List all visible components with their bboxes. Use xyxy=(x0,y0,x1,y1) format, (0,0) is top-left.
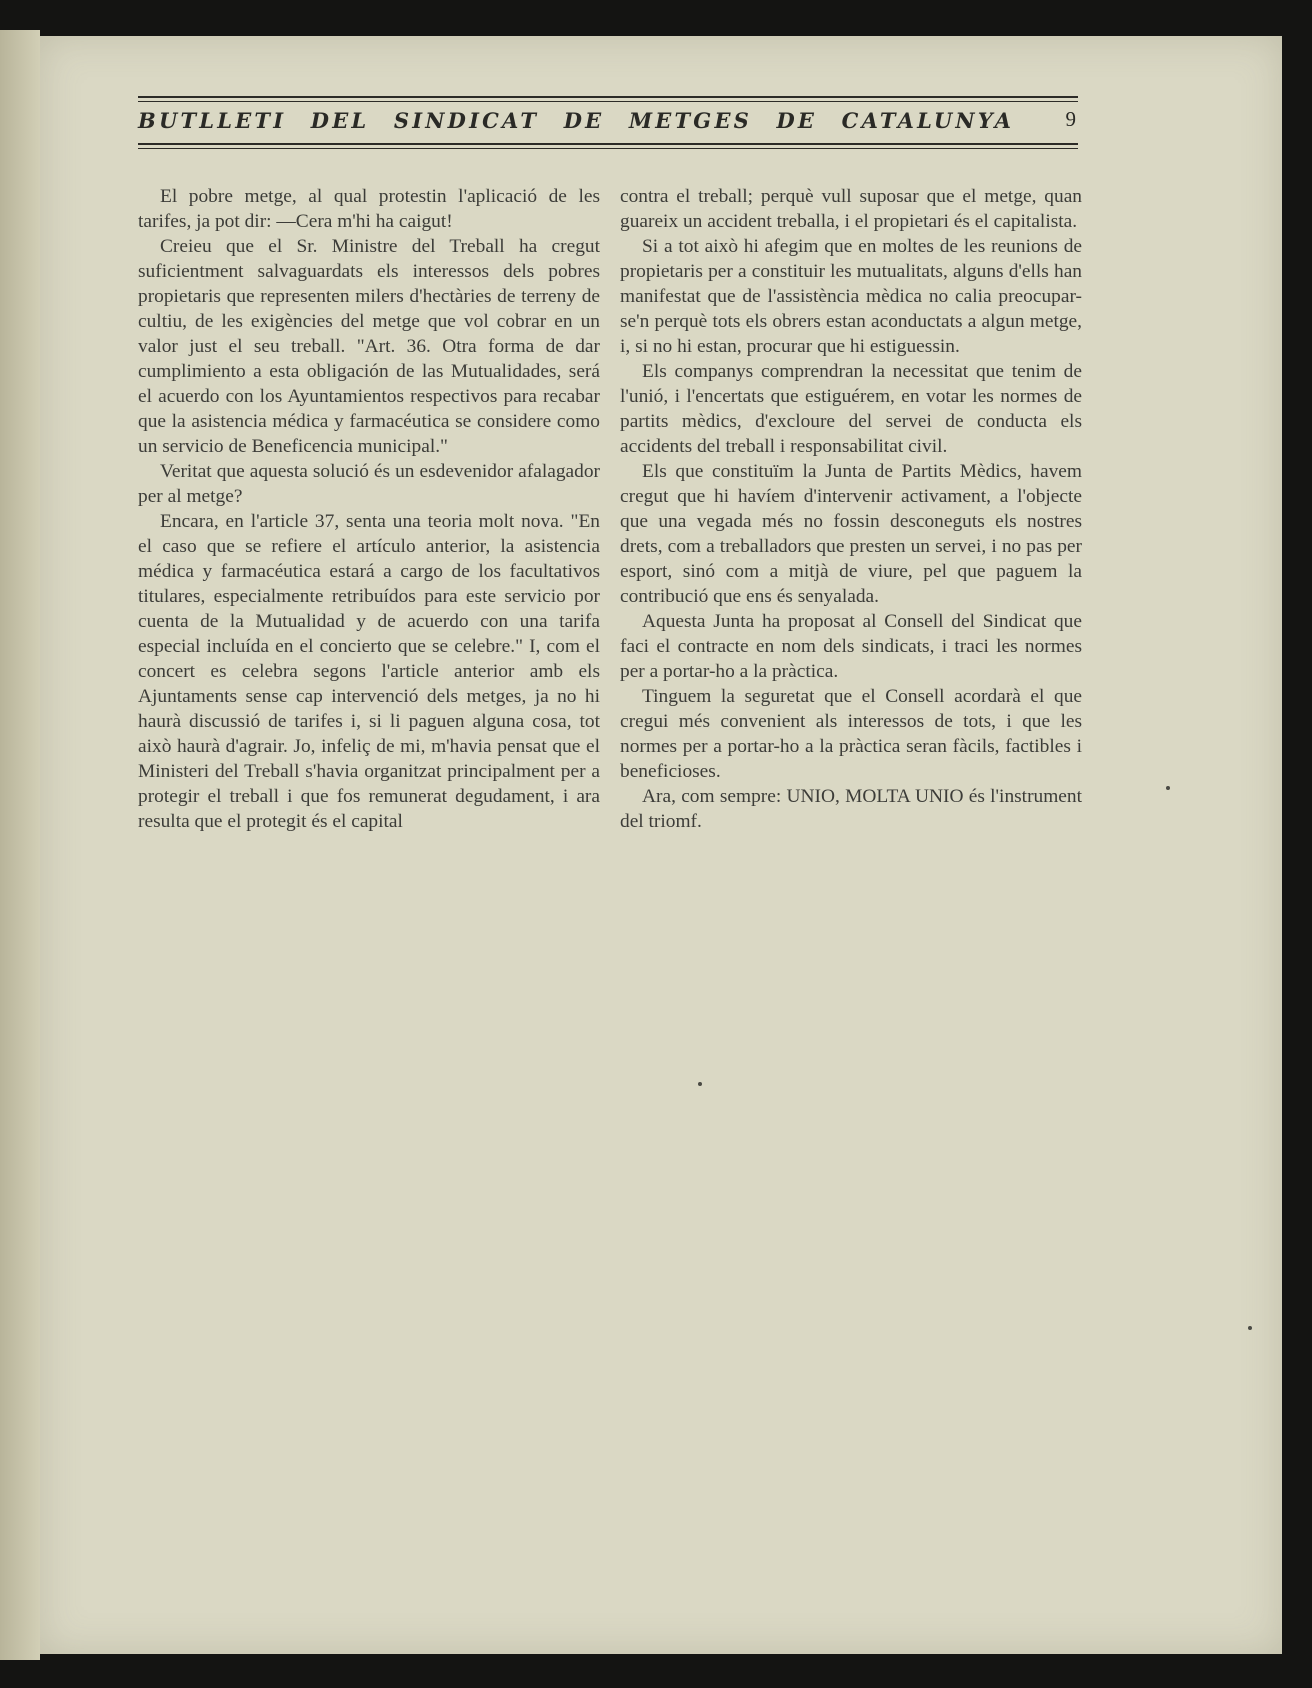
header-rule-top xyxy=(138,96,1078,98)
paragraph: Encara, en l'article 37, senta una teoria molt nova. "En el caso que se refiere el artículo anterior, la asistencia médica y farmacéutica estará a cargo de los facultativos titulares, especialmente retribuídos para este servicio por cuenta de la Mutualidad y de acuerdo con una tarifa especial incluída en el concierto que se celebre." I, com el concert es celebra segons l'article anterior amb els Ajuntaments sense cap intervenció dels metges, ja no hi haurà discussió de tarifes i, si li paguen alguna cosa, tot això haurà d'agrair. Jo, infeliç de mi, m'havia pensat que el Ministeri del Treball s'havia organitzat principalment per a protegir el treball i que fos remunerat degudament, i ara resulta que el protegit és el capital xyxy=(138,511,600,832)
header-rule-bottom xyxy=(138,143,1078,145)
paragraph-continuation: contra el treball; perquè vull suposar que el metge, quan guareix un accident treballa, i el propietari és el capitalista. xyxy=(620,186,1082,232)
closing-paragraph: Ara, com sempre: UNIO, MOLTA UNIO és l'instrument del triomf. xyxy=(620,786,1082,832)
paragraph: Veritat que aquesta solució és un esdevenidor afalagador per al metge? xyxy=(138,461,600,507)
journal-title: BUTLLETI DEL SINDICAT DE METGES DE CATALUNYA xyxy=(138,108,1015,133)
paragraph: Tinguem la seguretat que el Consell acordarà el que cregui més convenient als interessos de tots, i que les normes per a portar-ho a la pràctica seran fàcils, factibles i beneficioses. xyxy=(620,686,1082,782)
right-column xyxy=(620,184,1082,834)
adjacent-page-edge xyxy=(0,30,40,1660)
paragraph: Creieu que el Sr. Ministre del Treball ha cregut suficientment salvaguardats els interessos dels pobres propietaris que representen milers d'hectàries de terreny de cultiu, de les exigències del metge que vol cobrar en un valor just el seu treball. "Art. 36. Otra forma de dar cumplimiento a esta obligación de las Mutualidades, será el acuerdo con los Ayuntamientos respectivos para recabar que la asistencia médica y farmacéutica se considere como un servicio de Beneficencia municipal." xyxy=(138,236,600,457)
page-number: 9 xyxy=(1065,107,1076,131)
left-column xyxy=(138,184,600,834)
paper-speck xyxy=(1166,786,1170,790)
header-rule-bottom-thin xyxy=(138,148,1078,149)
paper-speck xyxy=(698,1082,702,1086)
paragraph: Els que constituïm la Junta de Partits Mèdics, havem cregut que hi havíem d'intervenir activament, a l'objecte que una vegada més no fossin desconeguts els nostres drets, com a treballadors que presten un servei, i no pas per esport, sinó com a mitjà de viure, pel que paguem la contribució que ens és senyalada. xyxy=(620,461,1082,607)
paragraph: El pobre metge, al qual protestin l'aplicació de les tarifes, ja pot dir: —Cera m'hi ha caigut! xyxy=(138,186,600,232)
running-header xyxy=(138,96,1078,150)
paragraph: Aquesta Junta ha proposat al Consell del Sindicat que faci el contracte en nom dels sindicats, i traci les normes per a portar-ho a la pràctica. xyxy=(620,611,1082,682)
paragraph: Els companys comprendran la necessitat que tenim de l'unió, i l'encertats que estiguérem, en votar les normes de partits mèdics, d'excloure del servei de conducta els accidents del treball i responsabilitat civil. xyxy=(620,361,1082,457)
paper-speck xyxy=(1248,1326,1252,1330)
header-rule-top-thin xyxy=(138,101,1078,102)
paragraph: Si a tot això hi afegim que en moltes de les reunions de propietaris per a constituir les mutualitats, alguns d'ells han manifestat que de l'assistència mèdica no calia preocupar-se'n perquè tots els obrers estan aconductats a algun metge, i, si no hi estan, procurar que hi estiguessin. xyxy=(620,236,1082,357)
